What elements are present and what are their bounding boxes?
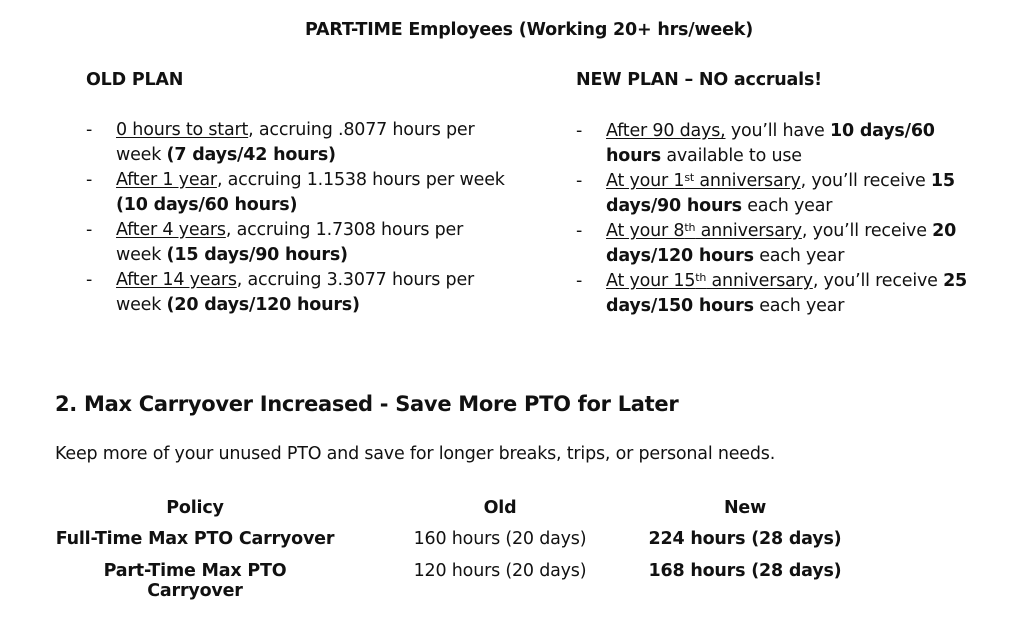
table-header-policy: Policy [166, 498, 224, 518]
section-description: Keep more of your unused PTO and save for longer breaks, trips, or personal needs. [55, 444, 776, 464]
list-item: - After 1 year, accruing 1.1538 hours per week (10 days/60 hours) [86, 168, 506, 218]
table-cell-new: 168 hours (28 days) [648, 561, 842, 581]
table-cell-new: 224 hours (28 days) [648, 529, 842, 549]
table-cell-policy: Part-Time Max PTO Carryover [103, 561, 287, 601]
page-title: PART-TIME Employees (Working 20+ hrs/week) [304, 20, 753, 40]
table-header-new: New [723, 498, 767, 518]
new-plan-list [576, 119, 986, 319]
list-item: - 0 hours to start, accruing .8077 hours per week (7 days/42 hours) [86, 118, 506, 168]
section-title: 2. Max Carryover Increased - Save More PTO for Later [55, 392, 679, 416]
table-header-old: Old [483, 498, 517, 518]
old-plan-list [86, 118, 506, 318]
list-item: - After 90 days, you’ll have 10 days/60 hours available to use [576, 119, 986, 169]
table-cell-old: 160 hours (20 days) [413, 529, 587, 549]
new-plan-heading: NEW PLAN – NO accruals! [576, 70, 822, 90]
table-cell-old: 120 hours (20 days) [413, 561, 587, 581]
table-cell-policy: Full-Time Max PTO Carryover [55, 529, 335, 549]
old-plan-heading: OLD PLAN [86, 70, 184, 90]
list-item: - After 4 years, accruing 1.7308 hours per week (15 days/90 hours) [86, 218, 506, 268]
list-item: - At your 15th anniversary, you’ll receive 25 days/150 hours each year [576, 269, 986, 319]
list-item: - At your 8th anniversary, you’ll receive 20 days/120 hours each year [576, 219, 986, 269]
list-item: - After 14 years, accruing 3.3077 hours per week (20 days/120 hours) [86, 268, 506, 318]
list-item: - At your 1st anniversary, you’ll receive 15 days/90 hours each year [576, 169, 986, 219]
